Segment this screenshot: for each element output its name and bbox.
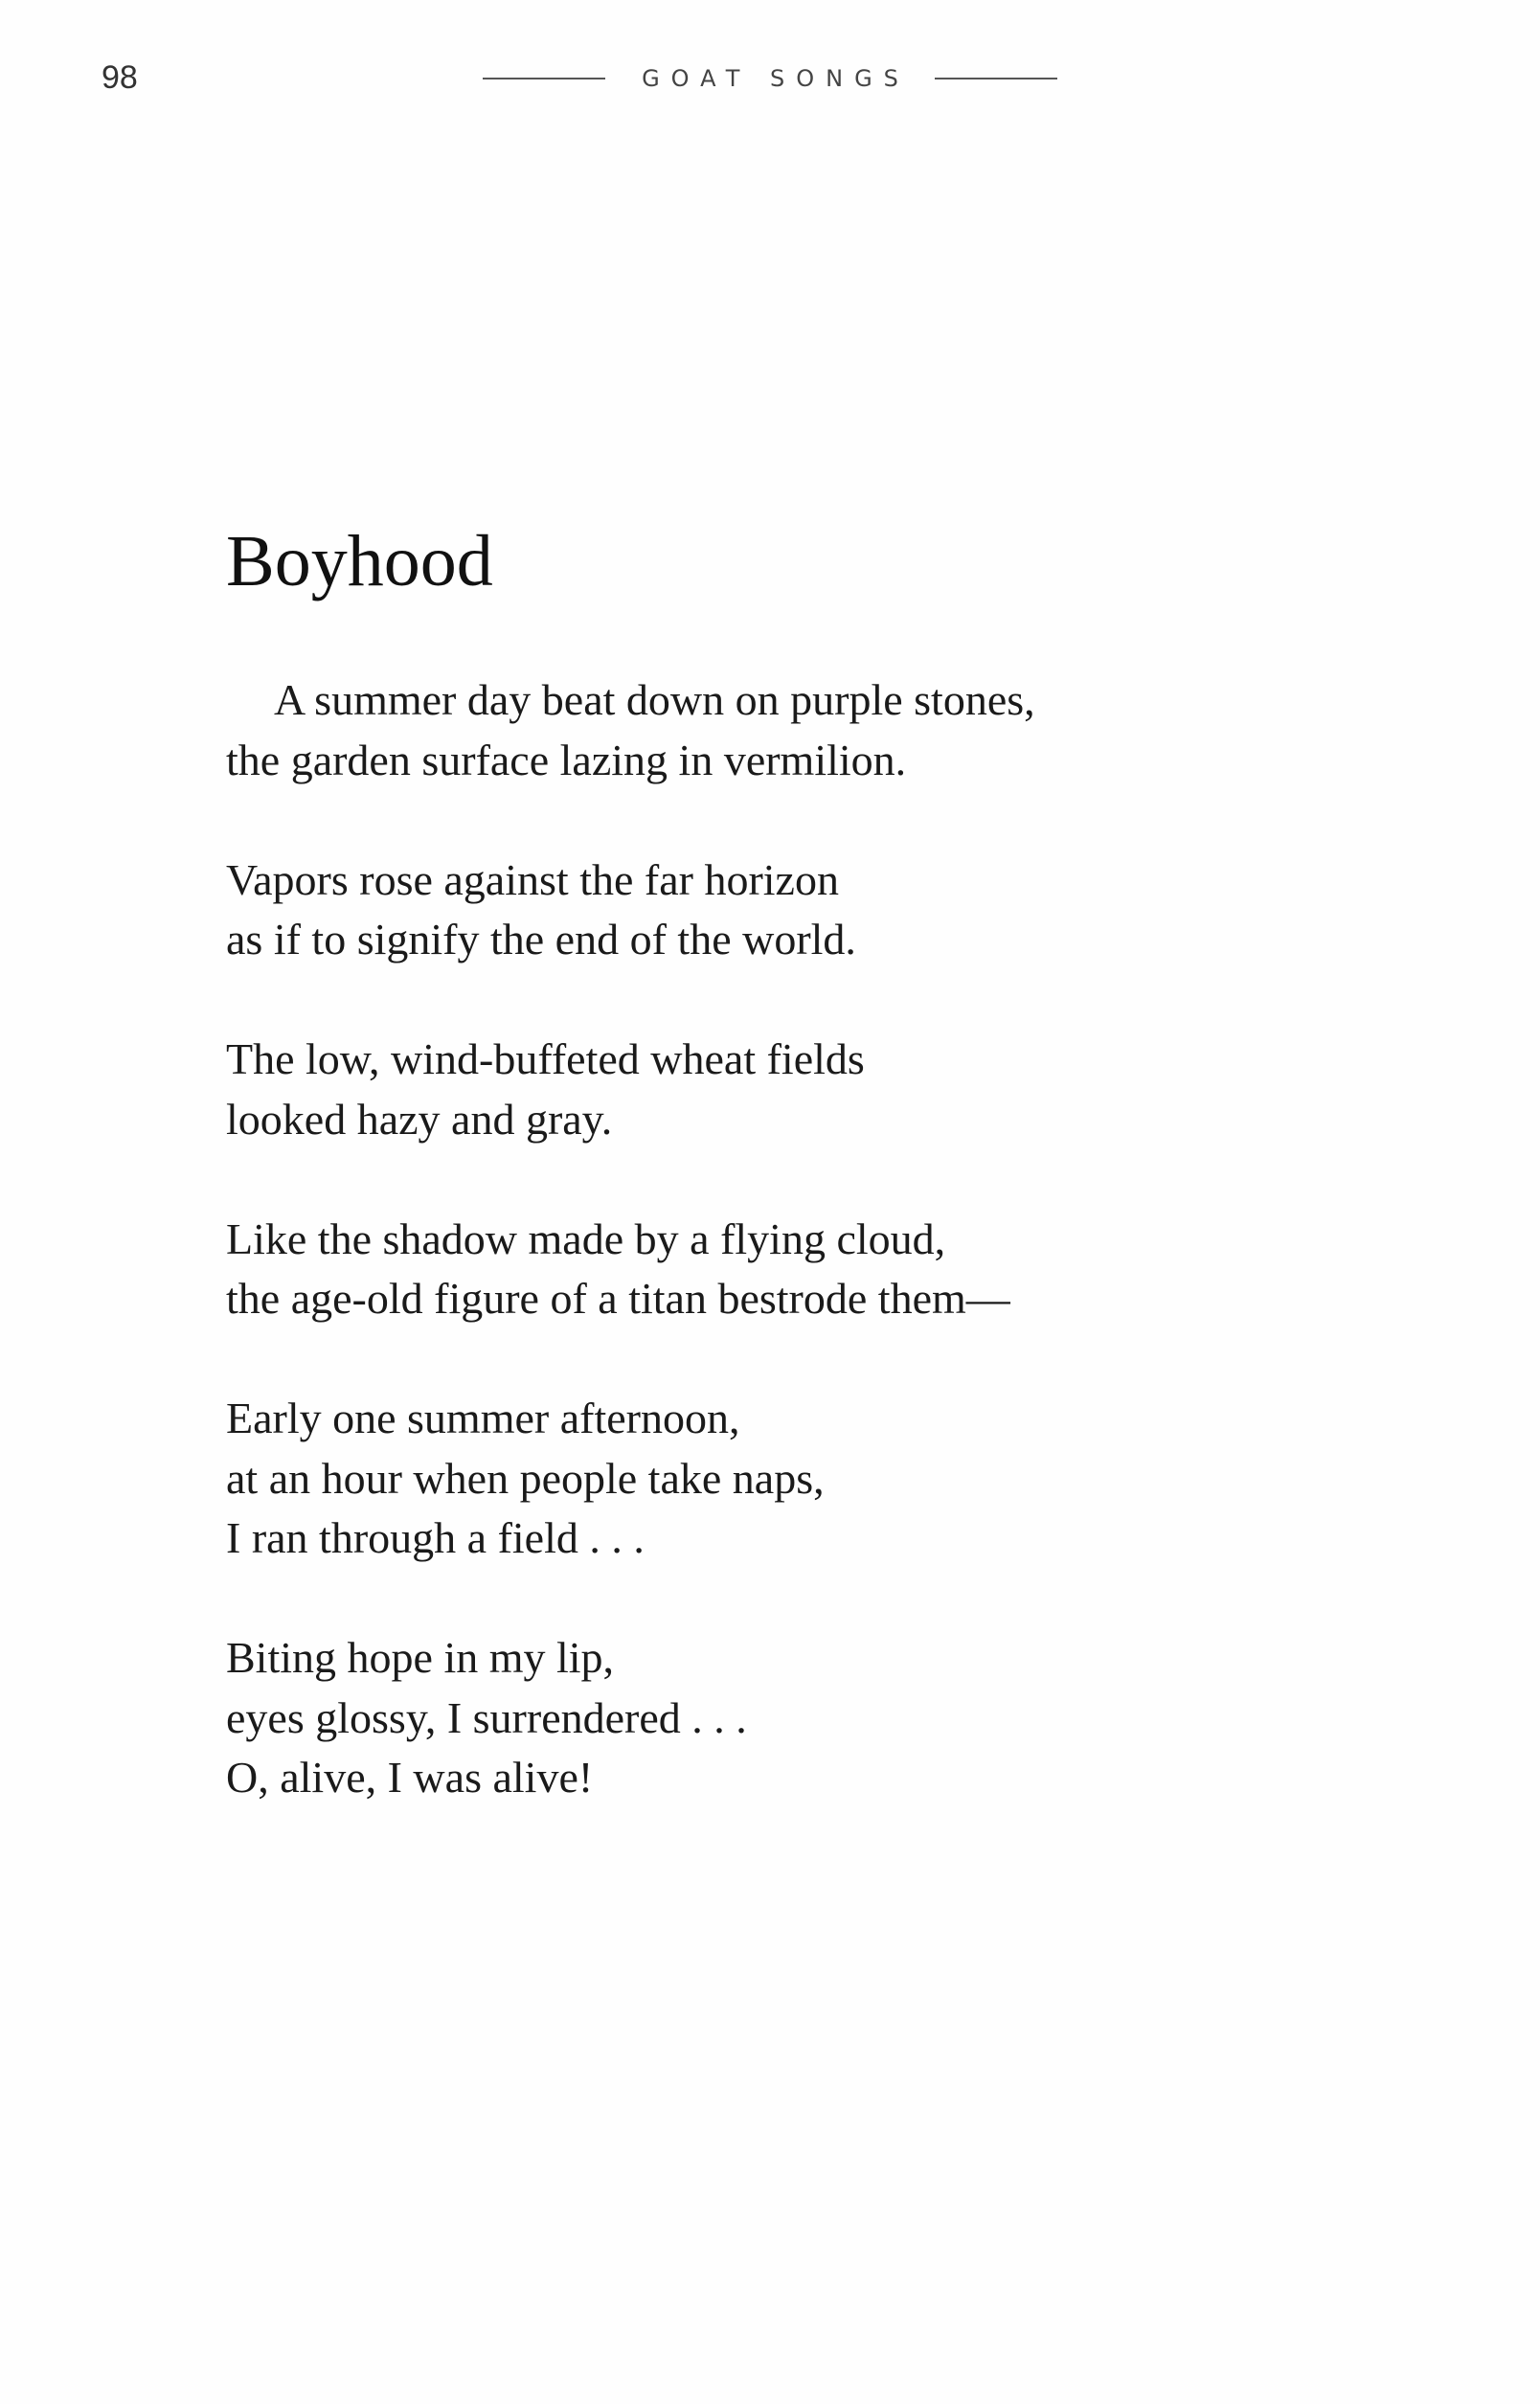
header-rule-right [935,78,1057,79]
running-head [483,67,1057,90]
stanza [226,670,1280,790]
poem-line: Biting hope in my lip, [226,1633,615,1682]
stanza [226,850,1280,970]
poem-line: O, alive, I was alive! [226,1753,594,1802]
poem-line: the age-old figure of a titan bestrode them— [226,1274,1010,1323]
stanza [226,1628,1280,1808]
poem-line: at an hour when people take naps, [226,1453,825,1503]
poem-line: Like the shadow made by a flying cloud, [226,1213,946,1263]
stanza [226,1389,1280,1569]
poem-line: Early one summer afternoon, [226,1394,740,1442]
stanza [226,1030,1280,1149]
poem-line: I ran through a field . . . [226,1513,645,1562]
poem-body [226,670,1280,1868]
poem-line: Vapors rose against the far horizon [226,854,839,904]
poem-line: A summer day beat down on purple stones, [274,675,1035,724]
running-title: GOAT SONGS [642,65,910,92]
poem-line: the garden surface lazing in vermilion. [226,735,907,784]
poem-line: looked hazy and gray. [226,1094,613,1144]
header-rule-left [483,78,605,79]
poem-line: as if to signify the end of the world. [226,915,856,964]
page-number: 98 [102,59,138,96]
poem-line: The low, wind-buffeted wheat fields [226,1034,865,1083]
stanza [226,1210,1280,1329]
poem-title: Boyhood [226,521,493,601]
poem-line: eyes glossy, I surrendered . . . [226,1692,747,1742]
